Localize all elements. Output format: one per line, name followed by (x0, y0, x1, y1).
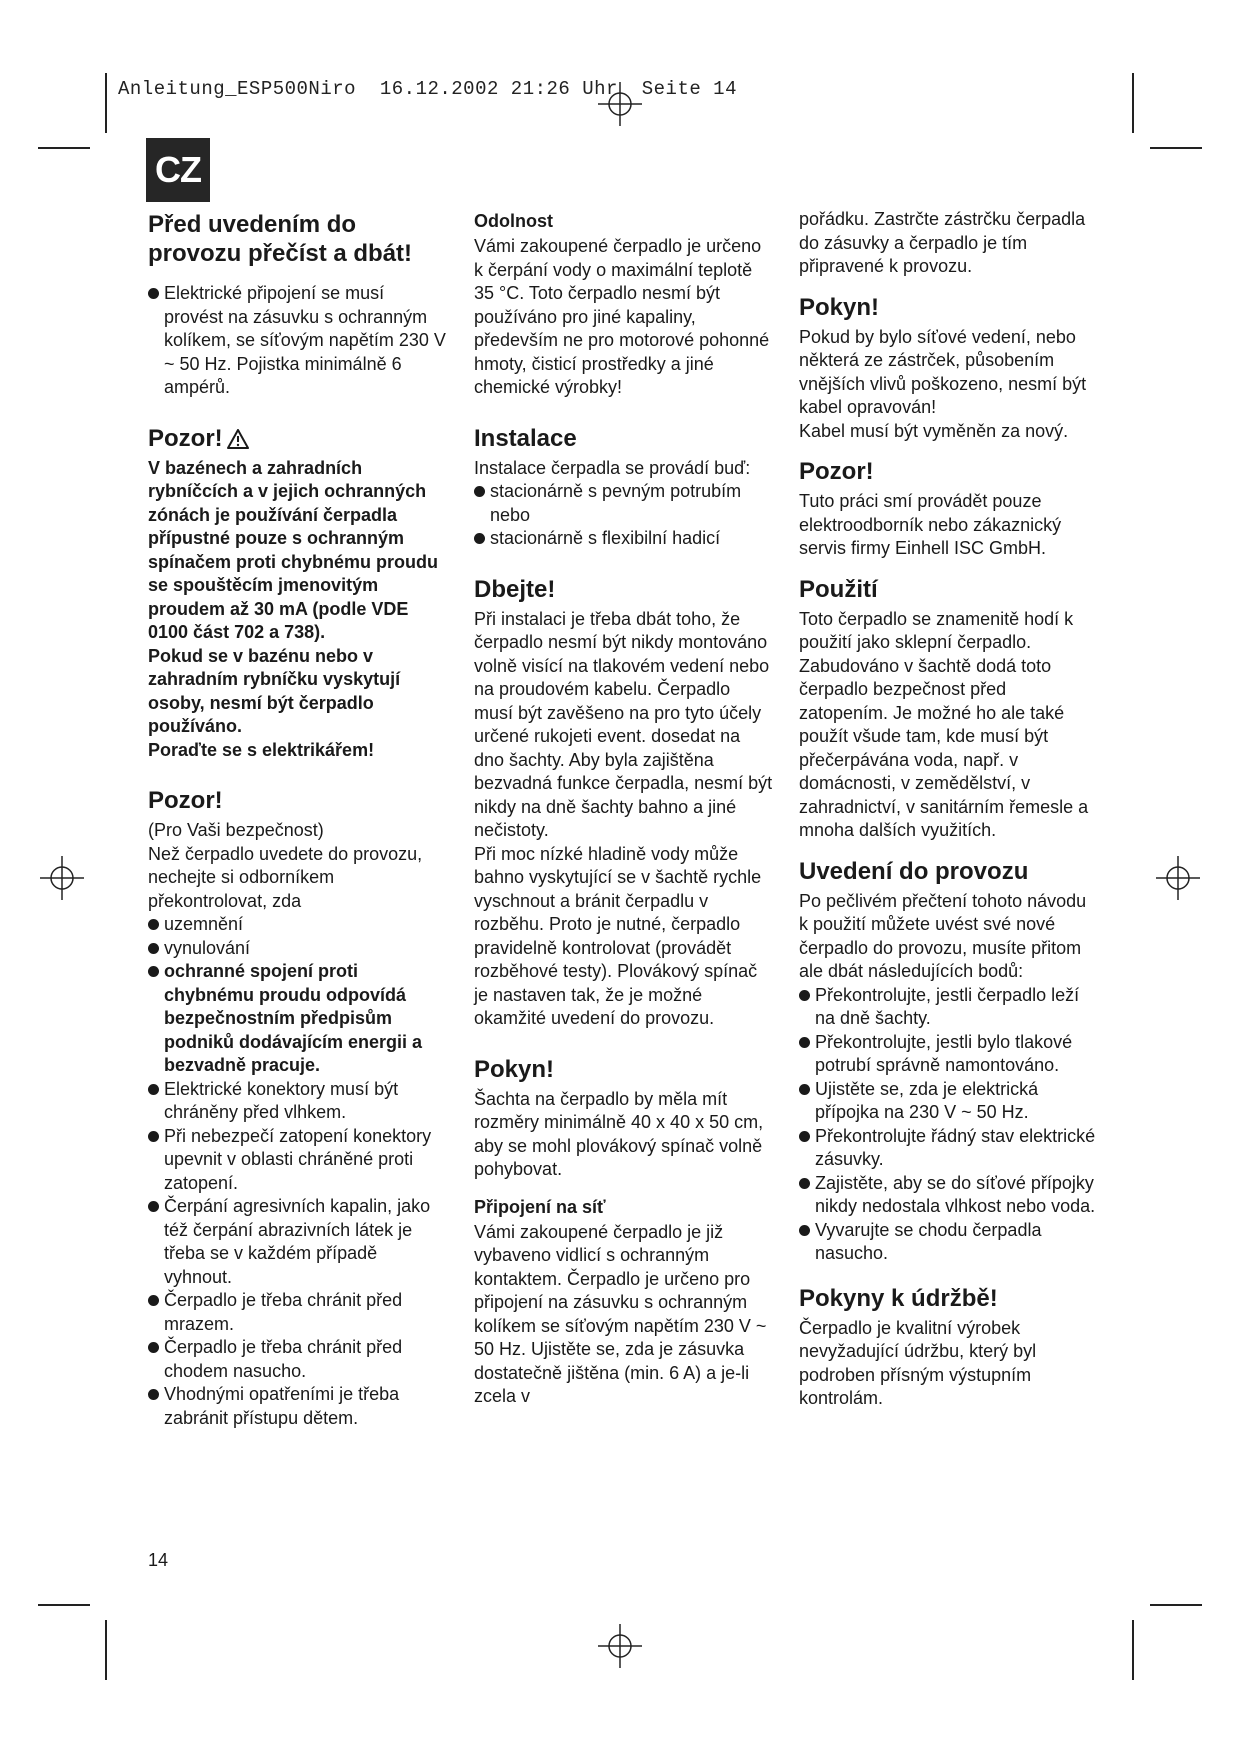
list-item: vynulování (148, 937, 448, 961)
crop-mark (1150, 147, 1202, 149)
heading-pripojeni: Připojení na síť (474, 1196, 606, 1217)
paragraph: Při moc nízké hladině vody může bahno vyskytující se v šachtě rychle vyschnout a bránit čerpadlu v rozběhu. Proto je nutné, čerpadlo pravidelně kontrolovat (provádět rozběhové testy). Plovákový spínač je nastaven tak, že je možné okamžité uvedení do provozu. (474, 843, 762, 1028)
heading-udrzba: Pokyny k údržbě! (799, 1284, 998, 1312)
list-item: Při nebezpečí zatopení konektory upevnit v oblasti chráněné proti zatopení. (148, 1125, 448, 1196)
bullet-list (148, 913, 448, 1430)
bullet-list (148, 282, 448, 400)
print-header (118, 78, 737, 100)
crop-mark (105, 1620, 107, 1680)
header-date: 16.12.2002 (379, 78, 499, 100)
header-time-unit: Uhr (582, 78, 618, 100)
registration-mark-icon (40, 856, 84, 900)
crop-mark (38, 147, 90, 149)
list-item: Ujistěte se, zda je elektrická přípojka na 230 V ~ 50 Hz. (799, 1078, 1099, 1125)
paragraph: Vámi zakoupené čerpadlo je určeno k čerpání vody o maximální teplotě 35 °C. Toto čerpadlo nesmí být používáno pro jiné kapaliny, především ne pro motorové pohonné hmoty, čisticí prostředky a jiné chemické výrobky! (474, 236, 770, 397)
list-item: Vyvarujte se chodu čerpadla nasucho. (799, 1219, 1099, 1266)
page-number: 14 (148, 1550, 169, 1570)
crop-mark (1132, 73, 1134, 133)
heading-text: Pozor! (148, 424, 223, 452)
heading-pozor: Pozor! (148, 787, 223, 814)
heading-pokyn: Pokyn! (799, 293, 880, 321)
paragraph: Tuto práci smí provádět pouze elektroodborník nebo zákaznický servis firmy Einhell ISC GmbH. (799, 491, 1062, 558)
heading-instalace: Instalace (474, 424, 577, 452)
heading-odolnost: Odolnost (474, 211, 553, 231)
paragraph: Než čerpadlo uvedete do provozu, nechejte si odborníkem překontrolovat, zda (148, 843, 423, 911)
list-item: Vhodnými opatřeními je třeba zabránit přístupu dětem. (148, 1383, 448, 1430)
list-item: Překontrolujte, jestli bylo tlakové potrubí správně namontováno. (799, 1031, 1099, 1078)
list-item: Překontrolujte, jestli čerpadlo leží na dně šachty. (799, 984, 1099, 1031)
warning-text: Pokud se v bazénu nebo v zahradním rybníčku vyskytují osoby, nesmí být čerpadlo používáno. (148, 645, 401, 736)
crop-mark (1132, 1620, 1134, 1680)
bullet-list (474, 480, 774, 551)
heading-dbejte: Dbejte! (474, 575, 556, 603)
paragraph: Čerpadlo je kvalitní výrobek nevyžadující údržbu, který byl podroben přísným výstupním kontrolám. (799, 1317, 1037, 1408)
header-file: Anleitung_ESP500Niro (118, 78, 357, 100)
paragraph: Při instalaci je třeba dbát toho, že čerpadlo nesmí být nikdy montováno volně visící na tlakovém vedení nebo na proudovém kabelu. Čerpadlo musí být zavěšeno na pro tyto účely určené rukojeti event. dosedat na dno šachty. Aby byla zajištěna bezvadná funkce čerpadla, nesmí být nikdy na dně šachty bahno a jiné nečistoty. (474, 608, 773, 840)
bullet-list (799, 984, 1099, 1266)
header-page: Seite 14 (641, 78, 737, 100)
crop-mark (38, 1604, 90, 1606)
registration-mark-icon (1156, 856, 1200, 900)
crop-mark (105, 73, 107, 133)
list-item: Elektrické konektory musí být chráněny před vlhkem. (148, 1078, 448, 1125)
registration-mark-icon (598, 1624, 642, 1668)
paragraph: (Pro Vaši bezpečnost) (148, 820, 324, 840)
paragraph: Pokud by bylo síťové vedení, nebo některá ze zástrček, působením vnějších vlivů poškozeno, nesmí být kabel opravován! (799, 326, 1087, 417)
list-item: stacionárně s flexibilní hadicí (474, 527, 774, 551)
list-item: Zajistěte, aby se do síťové přípojky nikdy nedostala vlhkost nebo voda. (799, 1172, 1099, 1219)
language-badge: CZ (146, 138, 210, 202)
list-item: Čerpadlo je třeba chránit před chodem nasucho. (148, 1336, 448, 1383)
warning-text: V bazénech a zahradních rybníčcích a v jejich ochranných zónách je používání čerpadla přípustné pouze s ochranným spínačem proti chybnému proudu se spouštěcím jmenovitým proudem až 30 mA (podle VDE 0100 část 702 a 738). (148, 457, 439, 642)
list-item: Elektrické připojení se musí provést na zásuvku s ochranným kolíkem, se síťovým napětím 230 V ~ 50 Hz. Pojistka minimálně 6 ampérů. (148, 282, 448, 400)
paragraph: Instalace čerpadla se provádí buď: (474, 457, 751, 478)
column-3 (799, 208, 1099, 1411)
paragraph: Toto čerpadlo se znamenitě hodí k použití jako sklepní čerpadlo. Zabudováno v šachtě dodá toto čerpadlo bezpečnost před zatopením. Je možné ho ale také použít všude tam, kde musí být přečerpávána voda, např. v domácnosti, v zemědělství, v zahradnictví, v sanitárním řemesle a mnoha dalších využitích. (799, 608, 1089, 840)
heading-pouziti: Použití (799, 575, 878, 603)
heading-pozor (148, 424, 448, 453)
column-2 (474, 210, 774, 1409)
paragraph: pořádku. Zastrčte zástrčku čerpadla do zásuvky a čerpadlo je tím připravené k provozu. (799, 209, 1086, 276)
list-item: Čerpání agresivních kapalin, jako též čerpání abrazivních látek je třeba se v každém případě vyhnout. (148, 1195, 448, 1289)
column-1 (148, 210, 448, 1430)
list-item: ochranné spojení proti chybnému proudu odpovídá bezpečnostním předpisům podniků dodávajícím energii a bezvadně pracuje. (148, 960, 448, 1078)
heading-pozor: Pozor! (799, 458, 874, 485)
paragraph: Po pečlivém přečtení tohoto návodu k použití můžete uvést své nové čerpadlo do provozu, musíte přitom ale dbát následujících bodů: (799, 890, 1087, 981)
heading-uvedeni: Uvedení do provozu (799, 857, 1029, 885)
warning-triangle-icon (227, 429, 249, 449)
page-title: Před uvedením do provozu přečíst a dbát! (148, 211, 413, 267)
header-time: 21:26 (510, 78, 571, 100)
list-item: uzemnění (148, 913, 448, 937)
list-item: Překontrolujte řádný stav elektrické zásuvky. (799, 1125, 1099, 1172)
paragraph: Kabel musí být vyměněn za nový. (799, 420, 1069, 441)
heading-pokyn: Pokyn! (474, 1055, 555, 1083)
crop-mark (1150, 1604, 1202, 1606)
list-item: stacionárně s pevným potrubím nebo (474, 480, 774, 527)
list-item: Čerpadlo je třeba chránit před mrazem. (148, 1289, 448, 1336)
paragraph: Vámi zakoupené čerpadlo je již vybaveno vidlicí s ochranným kontaktem. Čerpadlo je určeno pro připojení na zásuvku s ochranným kolíkem se síťovým napětím 230 V ~ 50 Hz. Ujistěte se, zda je zásuvka dostatečně jištěna (min. 6 A) a je-li zcela v (474, 1221, 767, 1406)
warning-text: Poraďte se s elektrikářem! (148, 739, 375, 760)
paragraph: Šachta na čerpadlo by měla mít rozměry minimálně 40 x 40 x 50 cm, aby se mohl plovákový spínač volně pohybovat. (474, 1088, 764, 1179)
